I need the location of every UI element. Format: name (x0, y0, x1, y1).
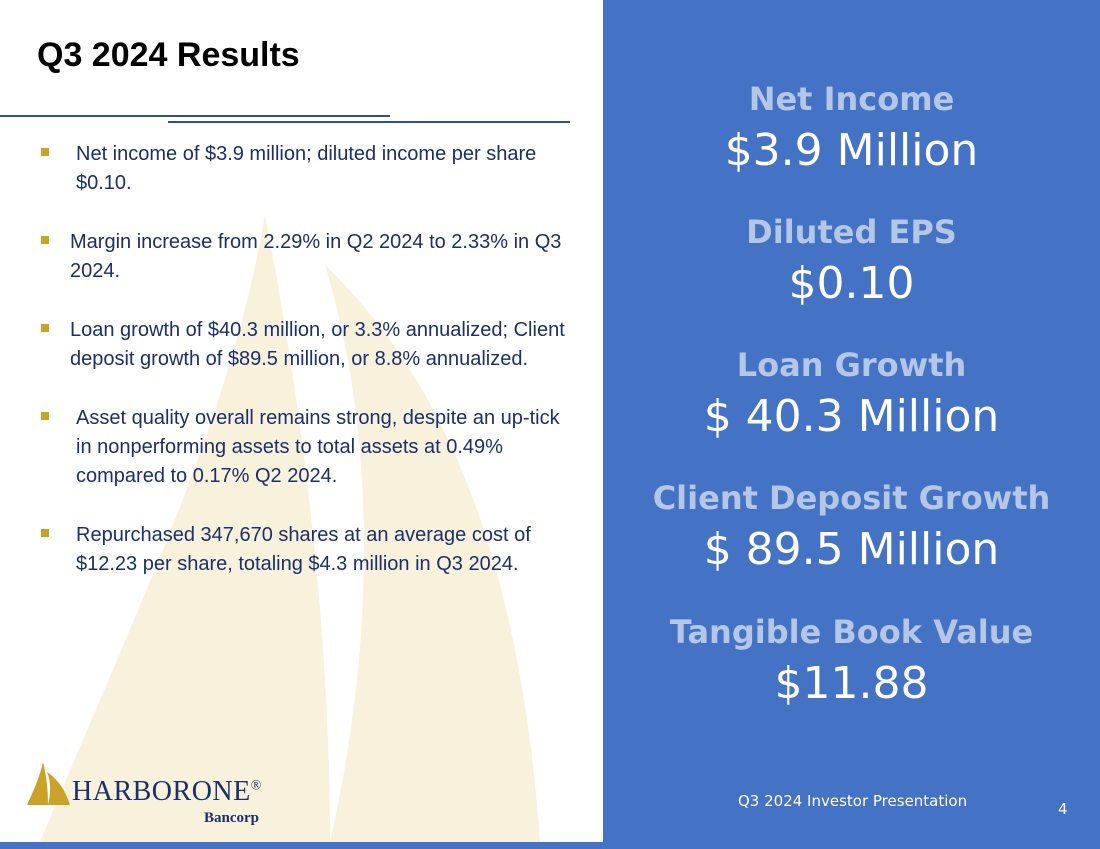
metric-label: Client Deposit Growth (652, 479, 1051, 517)
metric-diluted-eps (603, 213, 1100, 313)
slide-title: Q3 2024 Results (37, 36, 300, 74)
bullet-item (38, 316, 578, 374)
logo-wordmark: HARBORONE® (72, 776, 262, 807)
harborone-logo (26, 760, 286, 830)
results-bullet-list (38, 140, 578, 609)
bottom-accent-bar (0, 842, 1100, 849)
footer-presentation-title: Q3 2024 Investor Presentation (738, 792, 968, 810)
bullet-text: Asset quality overall remains strong, despite an up-tick in nonperforming assets to total assets at 0.49% compared to 0.17% Q2 2024. (76, 407, 560, 487)
bullet-item (38, 228, 578, 286)
bullet-text: Repurchased 347,670 shares at an average cost of $12.23 per share, totaling $4.3 million in Q3 2024. (76, 524, 531, 575)
bullet-text: Loan growth of $40.3 million, or 3.3% annualized; Client deposit growth of $89.5 million, or 8.8% annualized. (70, 319, 565, 370)
bullet-item (38, 521, 578, 579)
metric-client-deposit-growth (603, 479, 1100, 579)
bullet-square-icon (41, 412, 49, 420)
bullet-item (38, 404, 578, 491)
key-metrics-panel (603, 0, 1100, 842)
metric-value: $0.10 (788, 258, 915, 309)
metric-value: $3.9 Million (724, 125, 979, 176)
logo-subtitle: Bancorp (204, 810, 260, 826)
page-number: 4 (1058, 800, 1068, 818)
bullet-text: Margin increase from 2.29% in Q2 2024 to 2.33% in Q3 2024. (70, 231, 562, 282)
title-divider-secondary (168, 121, 570, 123)
metric-label: Tangible Book Value (669, 613, 1034, 651)
metric-tangible-book-value (603, 613, 1100, 713)
metric-net-income (603, 80, 1100, 180)
metric-value: $ 40.3 Million (703, 391, 1000, 442)
metric-label: Diluted EPS (746, 213, 957, 251)
harborone-sail-logo-icon (26, 760, 72, 806)
bullet-square-icon (41, 529, 49, 537)
metric-loan-growth (603, 346, 1100, 446)
title-divider (0, 115, 390, 117)
metric-label: Net Income (748, 80, 955, 118)
bullet-square-icon (41, 148, 49, 156)
metric-value: $11.88 (774, 658, 929, 709)
bullet-square-icon (41, 236, 49, 244)
metric-value: $ 89.5 Million (703, 524, 1000, 575)
bullet-square-icon (41, 324, 49, 332)
bullet-item (38, 140, 578, 198)
metric-label: Loan Growth (736, 346, 967, 384)
bullet-text: Net income of $3.9 million; diluted income per share $0.10. (76, 143, 537, 194)
